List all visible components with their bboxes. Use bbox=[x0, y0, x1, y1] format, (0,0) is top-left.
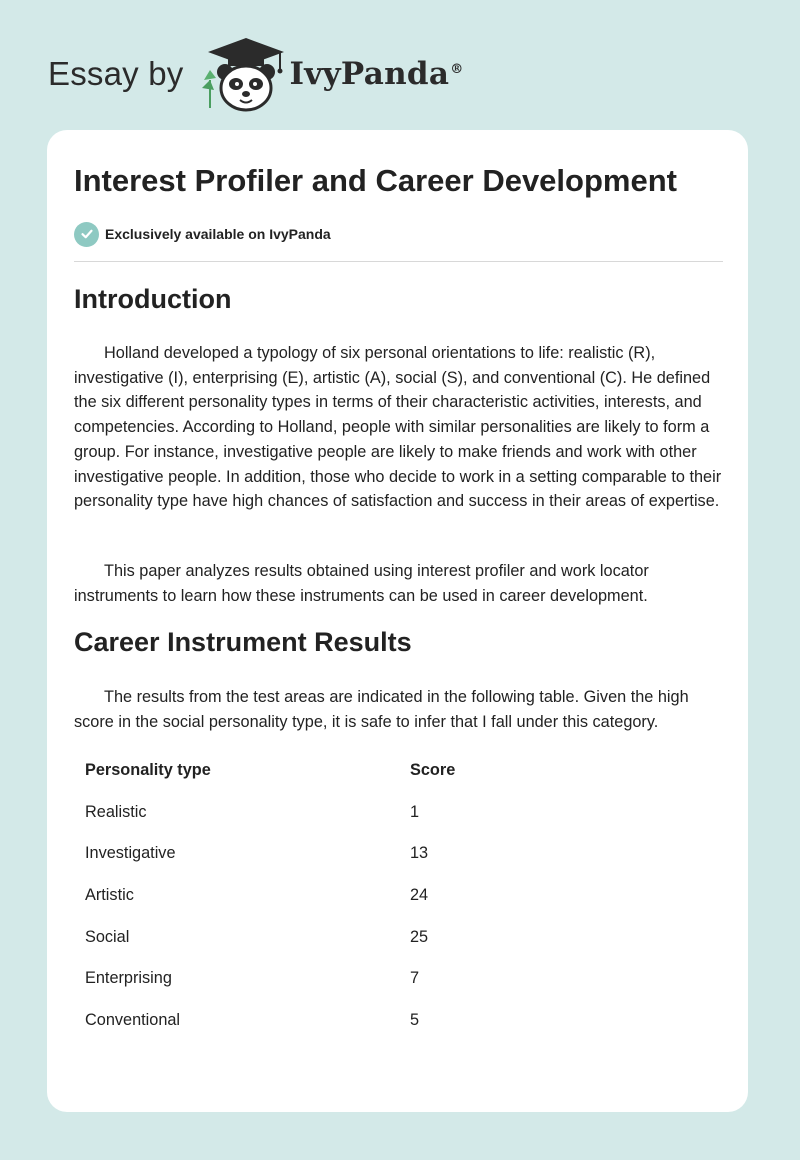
exclusive-badge bbox=[74, 221, 331, 247]
divider bbox=[74, 261, 723, 262]
personality-type-cell: Enterprising bbox=[85, 969, 172, 988]
intro-paragraph-1: Holland developed a typology of six personal orientations to life: realistic (R), investigative (I), enterprising (E), artistic (A), social (S), and conventional (C). He defined the six different personality types in terms of their characteristic activities, interests, and competencies. According to Holland, people with similar personalities are likely to form a group. For instance, investigative people are likely to make friends and work with other investigative people. In addition, those who decide to work in a setting comparable to their personality type have high chances of satisfaction and success in their areas of expertise. bbox=[74, 344, 722, 511]
check-circle-icon bbox=[74, 222, 99, 247]
section-heading-introduction: Introduction bbox=[74, 284, 232, 314]
table-header-row bbox=[74, 750, 724, 792]
panda-graduation-cap-icon bbox=[200, 36, 286, 112]
column-header-score: Score bbox=[410, 761, 456, 780]
table-row bbox=[74, 792, 724, 834]
personality-type-cell: Realistic bbox=[85, 802, 147, 821]
section-heading-career-results: Career Instrument Results bbox=[74, 627, 412, 657]
intro-paragraph-2: This paper analyzes results obtained using interest profiler and work locator instruments to learn how these instruments can be used in career development. bbox=[74, 562, 649, 605]
exclusive-badge-text: Exclusively available on IvyPanda bbox=[105, 226, 331, 242]
brand-header[interactable] bbox=[48, 36, 464, 112]
personality-type-cell: Investigative bbox=[85, 844, 176, 863]
column-header-personality-type: Personality type bbox=[85, 761, 211, 780]
table-row bbox=[74, 875, 724, 917]
score-cell: 5 bbox=[410, 1010, 420, 1029]
personality-type-cell: Artistic bbox=[85, 886, 134, 905]
registered-mark: ® bbox=[450, 61, 464, 77]
brand-name-text: IvyPanda bbox=[289, 56, 450, 92]
page-title: Interest Profiler and Career Development bbox=[74, 163, 677, 198]
score-cell: 13 bbox=[410, 844, 429, 863]
score-cell: 1 bbox=[410, 802, 420, 821]
results-table bbox=[74, 750, 724, 1041]
score-cell: 25 bbox=[410, 927, 429, 946]
article-card bbox=[47, 130, 748, 1112]
table-row bbox=[74, 916, 724, 958]
score-cell: 24 bbox=[410, 886, 429, 905]
personality-type-cell: Social bbox=[85, 927, 130, 946]
brand-name bbox=[290, 56, 464, 92]
results-paragraph: The results from the test areas are indicated in the following table. Given the high score in the social personality type, it is safe to infer that I fall under this category. bbox=[74, 688, 689, 731]
score-cell: 7 bbox=[410, 969, 420, 988]
personality-type-cell: Conventional bbox=[85, 1010, 181, 1029]
table-row bbox=[74, 958, 724, 1000]
brand-prefix: Essay by bbox=[48, 55, 184, 92]
table-row bbox=[74, 1000, 724, 1042]
table-row bbox=[74, 833, 724, 875]
